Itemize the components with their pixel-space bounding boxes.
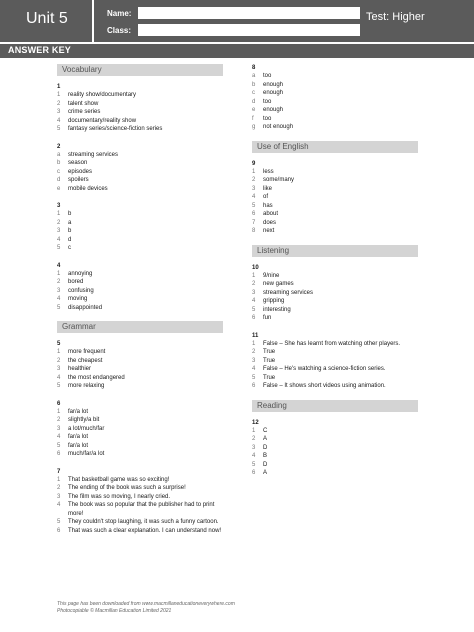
answer-text: next	[263, 228, 275, 234]
answer-text: much/far/a lot	[68, 451, 105, 457]
answer-row	[57, 117, 227, 126]
answer-row	[252, 280, 422, 289]
answer-row	[252, 452, 422, 461]
answer-key-label: 2	[252, 436, 256, 442]
answer-key-label: f	[252, 115, 254, 122]
answer-key-label: 5	[252, 306, 256, 313]
answer-key-label: 6	[57, 451, 61, 457]
exercise-number: 12	[252, 419, 259, 426]
answer-row	[252, 123, 422, 132]
answer-row	[57, 527, 227, 536]
answer-row	[57, 108, 227, 117]
answer-text: season	[68, 160, 88, 166]
answer-text: far/a lot	[68, 442, 89, 449]
answer-key-label: g	[252, 124, 256, 130]
name-label: Name:	[107, 9, 132, 18]
answer-row	[57, 501, 227, 518]
answer-text: C	[263, 427, 268, 434]
answer-text: documentary/reality show	[68, 117, 137, 124]
answer-text: the most endangered	[68, 374, 125, 381]
answer-row	[57, 176, 227, 185]
answer-row	[57, 348, 227, 357]
answer-text: That was such a clear explanation. I can understand now!	[68, 527, 222, 534]
answer-row	[57, 236, 227, 245]
answer-row	[57, 442, 227, 451]
answer-key-label: 1	[57, 408, 61, 415]
footer-download-note: This page has been downloaded from www.macmillaneducationeverywhere.com	[57, 601, 235, 607]
answer-row	[252, 89, 422, 98]
use-of-english-section-title: Use of English	[257, 141, 309, 151]
exercise-number: 3	[57, 203, 61, 209]
left-column	[57, 64, 227, 544]
answer-text: has	[263, 202, 273, 209]
answer-text: That basketball game was so exciting!	[68, 476, 170, 483]
answer-row	[57, 416, 227, 425]
answer-text: streaming services	[68, 151, 119, 158]
answer-key-label: 6	[57, 527, 61, 534]
answer-row	[252, 365, 422, 374]
answer-key-label: 1	[57, 476, 61, 483]
answer-key-label: 1	[252, 168, 256, 175]
answer-text: False – It shows short videos using animation.	[263, 383, 386, 389]
answer-key-label: 2	[57, 219, 61, 226]
answer-key-label: 5	[252, 461, 256, 468]
answer-key-label: 1	[57, 349, 61, 355]
answer-text: enough	[263, 90, 284, 96]
vocabulary-section-title: Vocabulary	[62, 65, 102, 74]
answer-text: streaming services	[263, 289, 314, 296]
answer-key-label: 4	[57, 236, 61, 243]
answer-text: c	[68, 245, 71, 251]
answer-row	[57, 425, 227, 434]
answer-text: 9/nine	[263, 272, 280, 279]
answer-key-label: 8	[252, 228, 256, 234]
answer-text: some/many	[263, 177, 295, 183]
answer-text: A	[263, 436, 268, 442]
answer-key-label: 4	[57, 434, 61, 440]
exercise-number: 1	[57, 84, 61, 90]
answer-key-label: 2	[252, 281, 256, 287]
answer-row	[252, 176, 422, 185]
answer-row	[252, 185, 422, 194]
answer-row	[252, 227, 422, 236]
answer-row	[57, 287, 227, 296]
answer-row	[252, 168, 422, 177]
answer-key-label: 5	[57, 442, 61, 449]
answer-row	[57, 374, 227, 383]
exercise-6	[57, 400, 227, 459]
answer-key-label: b	[252, 81, 256, 88]
use-of-english-section-header	[252, 141, 418, 153]
answer-text: does	[263, 219, 277, 226]
answer-key-label: a	[57, 151, 61, 158]
exercise-number: 10	[252, 264, 259, 271]
answer-row	[252, 461, 422, 470]
listening-section-header	[252, 245, 418, 257]
answer-key-label: 4	[252, 366, 256, 372]
answer-key-label: 1	[57, 211, 61, 217]
answer-key-label: 1	[57, 270, 61, 277]
exercise-number: 2	[57, 143, 61, 150]
footer-copyright: Photocopiable © Macmillan Education Limited 2021	[57, 608, 172, 614]
answer-key-label: 2	[57, 100, 61, 107]
answer-row	[57, 357, 227, 366]
answer-key-label: 6	[252, 383, 256, 389]
class-field[interactable]	[138, 24, 360, 36]
answer-row	[252, 469, 422, 478]
answer-row	[57, 450, 227, 459]
answer-row	[252, 272, 422, 281]
answer-key-label: 1	[57, 92, 61, 98]
answer-text: episodes	[68, 168, 93, 175]
answer-row	[252, 297, 422, 306]
answer-text: False – She has learnt from watching other players.	[263, 340, 401, 347]
answer-row	[57, 433, 227, 442]
answer-row	[57, 304, 227, 313]
answer-row	[252, 357, 422, 366]
exercise-5	[57, 340, 227, 391]
answer-text: not enough	[263, 124, 294, 130]
answer-key-label: c	[252, 90, 255, 96]
answer-text: d	[68, 236, 72, 243]
answer-row	[57, 210, 227, 219]
answer-key-label: 5	[57, 126, 61, 132]
answer-text: healthier	[68, 366, 92, 372]
answer-text: far/a lot	[68, 434, 89, 440]
answer-row	[57, 382, 227, 391]
exercise-2	[57, 143, 227, 194]
answer-key-label: 2	[252, 177, 256, 183]
answer-text: too	[263, 115, 272, 122]
answer-key-label: 3	[57, 228, 61, 234]
exercise-7	[57, 468, 227, 536]
answer-text: False – He's watching a science-fiction series.	[263, 366, 386, 372]
answer-key-label: 7	[252, 219, 256, 226]
answer-text: more frequent	[68, 349, 106, 355]
answer-text: confusing	[68, 287, 94, 294]
answer-row	[57, 408, 227, 417]
answer-row	[57, 100, 227, 109]
answer-text: D	[263, 444, 268, 451]
answer-row	[57, 227, 227, 236]
answer-key-label: 3	[57, 425, 61, 432]
exercise-4	[57, 262, 227, 313]
answer-row	[252, 382, 422, 391]
answer-key-label: e	[252, 107, 256, 113]
answer-text: spoilers	[68, 177, 89, 183]
answer-row	[252, 72, 422, 81]
answer-text: slightly/a bit	[68, 417, 100, 423]
answer-row	[57, 185, 227, 194]
answer-text: The ending of the book was such a surprise!	[68, 485, 186, 491]
answer-key-label: 4	[252, 453, 256, 459]
answer-text: crime series	[68, 109, 101, 115]
answer-text: more relaxing	[68, 383, 105, 389]
grammar-section-header	[57, 321, 223, 333]
reading-section-title: Reading	[257, 400, 287, 410]
answer-text: reality show/documentary	[68, 92, 137, 98]
answer-text: enough	[263, 81, 284, 88]
answer-key-label: 2	[57, 417, 61, 423]
name-field[interactable]	[138, 7, 360, 19]
answer-text: They couldn't stop laughing, it was such a funny cartoon.	[68, 519, 219, 525]
answer-text: A	[263, 470, 268, 476]
exercise-3	[57, 202, 227, 253]
answer-key-title: ANSWER KEY	[8, 45, 72, 55]
answer-key-label: 4	[57, 374, 61, 381]
exercise-number: 7	[57, 468, 61, 475]
answer-row	[252, 289, 422, 298]
answer-text: a lot/much/far	[68, 425, 105, 432]
answer-text: less	[263, 168, 274, 175]
answer-row	[252, 348, 422, 357]
answer-row	[252, 210, 422, 219]
exercise-9	[252, 160, 422, 236]
answer-row	[252, 106, 422, 115]
answer-text: True	[263, 349, 276, 355]
answer-key-label: 5	[252, 202, 256, 209]
answer-key-label: 6	[252, 211, 256, 217]
answer-key-label: 5	[57, 245, 61, 251]
answer-key-label: 2	[57, 485, 61, 491]
answer-key-label: 3	[57, 366, 61, 372]
answer-text: moving	[68, 296, 88, 302]
answer-key-label: 3	[252, 289, 256, 296]
grammar-section-title: Grammar	[62, 322, 96, 331]
answer-key-label: 1	[252, 340, 256, 347]
answer-key-label: 2	[252, 349, 256, 355]
answer-row	[252, 435, 422, 444]
answer-row	[57, 125, 227, 134]
answer-row	[252, 202, 422, 211]
answer-key-label: b	[57, 160, 61, 166]
listening-section-title: Listening	[257, 245, 290, 255]
answer-text: interesting	[263, 306, 291, 313]
answer-key-label: 4	[252, 194, 256, 200]
answer-key-label: d	[252, 98, 256, 105]
answer-key-label: 2	[57, 357, 61, 364]
exercise-8	[252, 64, 422, 132]
answer-key-bar	[0, 44, 474, 58]
answer-key-label: 4	[57, 117, 61, 124]
exercise-number: 9	[252, 160, 256, 167]
answer-row	[252, 340, 422, 349]
footer	[57, 601, 235, 615]
answer-row	[57, 151, 227, 160]
answer-text: The film was so moving, I nearly cried.	[68, 493, 171, 500]
answer-key-label: 6	[252, 315, 256, 321]
answer-text: far/a lot	[68, 408, 89, 415]
answer-key-label: 4	[57, 502, 61, 508]
answer-key-label: 3	[252, 185, 256, 192]
answer-row	[57, 168, 227, 177]
answer-key-label: 3	[252, 444, 256, 451]
answer-key-label: 5	[57, 519, 61, 525]
answer-text: like	[263, 185, 273, 192]
answer-key-label: 4	[252, 298, 256, 304]
answer-row	[252, 306, 422, 315]
answer-text: fantasy series/science-fiction series	[68, 126, 163, 132]
exercise-11	[252, 332, 422, 391]
header-divider	[92, 0, 94, 42]
exercise-number: 11	[252, 332, 259, 339]
answer-text: b	[68, 211, 72, 217]
exercise-10	[252, 264, 422, 323]
answer-row	[252, 314, 422, 323]
answer-row	[252, 98, 422, 107]
answer-row	[57, 365, 227, 374]
answer-row	[252, 193, 422, 202]
answer-row	[252, 374, 422, 383]
answer-text: mobile devices	[68, 185, 108, 192]
answer-key-label: c	[57, 168, 60, 175]
answer-text: about	[263, 211, 279, 217]
answer-row	[252, 219, 422, 228]
exercise-number: 4	[57, 262, 61, 269]
answer-key-label: 3	[57, 109, 61, 115]
answer-text: annoying	[68, 270, 93, 277]
answer-text: enough	[263, 107, 284, 113]
answer-text: disappointed	[68, 304, 103, 311]
answer-text: a	[68, 219, 72, 226]
exercise-number: 8	[252, 65, 256, 71]
reading-section-header	[252, 400, 418, 412]
answer-key-label: 5	[57, 383, 61, 389]
vocabulary-section-header	[57, 64, 223, 76]
answer-key-label: 1	[252, 272, 256, 279]
answer-text: True	[263, 357, 276, 364]
answer-row	[57, 91, 227, 100]
answer-row	[57, 295, 227, 304]
exercise-1	[57, 83, 227, 134]
answer-text: True	[263, 374, 276, 381]
answer-key-label: 3	[252, 357, 256, 364]
answer-text: D	[263, 461, 268, 468]
answer-row	[57, 476, 227, 485]
answer-row	[57, 270, 227, 279]
answer-text: too	[263, 98, 272, 105]
answer-text: new games	[263, 281, 294, 287]
answer-key-label: 3	[57, 493, 61, 500]
answer-row	[57, 493, 227, 502]
answer-text: B	[263, 453, 268, 459]
answer-row	[57, 518, 227, 527]
answer-key-label: e	[57, 185, 61, 192]
answer-key-label: 2	[57, 279, 61, 285]
answer-row	[57, 484, 227, 493]
answer-text: talent show	[68, 100, 99, 107]
answer-key-label: 3	[57, 287, 61, 294]
right-column	[252, 64, 422, 487]
answer-text: b	[68, 228, 72, 234]
exercise-number: 6	[57, 400, 61, 407]
class-label: Class:	[107, 26, 132, 35]
answer-text: of	[263, 194, 269, 200]
answer-text: gripping	[263, 298, 285, 304]
answer-key-label: 6	[252, 470, 256, 476]
answer-text: The book was so popular that the publisher had to print more!	[68, 502, 215, 517]
answer-key-label: 5	[252, 374, 256, 381]
exercise-12	[252, 419, 422, 478]
answer-key-label: a	[252, 73, 256, 79]
answer-key-label: 1	[252, 427, 256, 434]
answer-row	[57, 219, 227, 228]
answer-row	[252, 115, 422, 124]
answer-row	[57, 244, 227, 253]
answer-key-label: d	[57, 177, 61, 183]
answer-text: the cheapest	[68, 357, 103, 364]
unit-label: Unit 5	[0, 0, 92, 42]
exercise-number: 5	[57, 341, 61, 347]
answer-row	[252, 427, 422, 436]
answer-row	[57, 159, 227, 168]
answer-row	[57, 278, 227, 287]
answer-key-label: 5	[57, 304, 61, 311]
answer-row	[252, 81, 422, 90]
answer-text: fun	[263, 315, 272, 321]
answer-key-label: 4	[57, 296, 61, 302]
answer-text: too	[263, 73, 272, 79]
test-title: Test: Higher	[366, 11, 425, 23]
answer-text: bored	[68, 279, 84, 285]
answer-row	[252, 444, 422, 453]
